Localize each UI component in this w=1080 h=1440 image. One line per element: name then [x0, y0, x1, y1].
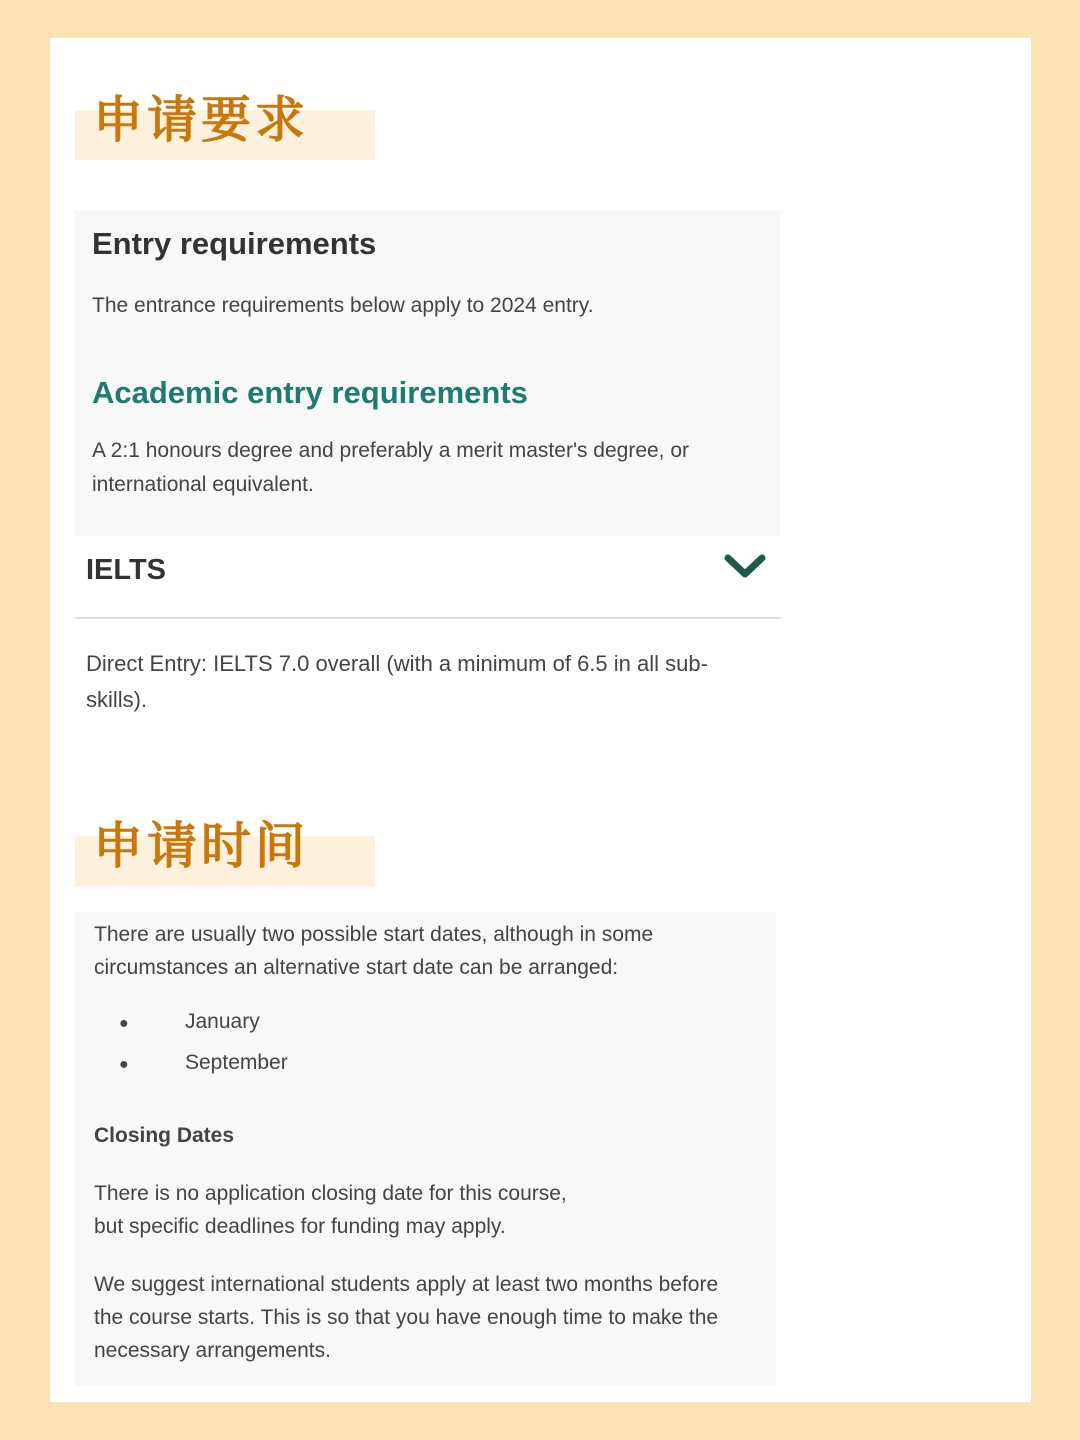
section-title-text: 申请要求	[93, 91, 309, 149]
entry-requirements-subtitle: The entrance requirements below apply to 2024 entry.	[92, 294, 594, 317]
ielts-accordion-header[interactable]	[75, 536, 781, 619]
start-dates-intro: There are usually two possible start dates, although in some circumstances an alternative start date can be arranged:	[94, 923, 654, 979]
closing-dates-line-1: There is no application closing date for this course,	[94, 1182, 567, 1205]
start-dates-panel	[75, 912, 776, 1386]
bullet-icon: ●	[119, 1056, 129, 1073]
month-label: January	[185, 1010, 260, 1033]
bullet-icon: ●	[119, 1015, 129, 1032]
section-title-dates	[75, 817, 375, 886]
academic-requirements-heading: Academic entry requirements	[92, 375, 528, 410]
section-title-requirements	[75, 91, 375, 160]
closing-dates-heading: Closing Dates	[94, 1124, 235, 1147]
closing-dates-line-2: but specific deadlines for funding may apply.	[94, 1215, 506, 1238]
entry-requirements-panel	[75, 210, 780, 536]
chevron-down-icon[interactable]	[723, 552, 767, 582]
month-label: September	[185, 1051, 288, 1074]
list-item	[119, 1010, 260, 1034]
section-title-text: 申请时间	[93, 817, 309, 875]
ielts-label: IELTS	[86, 554, 167, 586]
application-advice-text: We suggest international students apply at least two months before the course starts. This is so that you have enough time to make the necessary arrangements.	[94, 1273, 719, 1362]
list-item	[119, 1051, 288, 1075]
content-card	[50, 38, 1031, 1402]
academic-requirements-text: A 2:1 honours degree and preferably a merit master's degree, or international equivalent.	[92, 439, 690, 496]
ielts-requirement-text: Direct Entry: IELTS 7.0 overall (with a minimum of 6.5 in all sub-skills).	[86, 651, 708, 712]
entry-requirements-heading: Entry requirements	[92, 226, 377, 261]
